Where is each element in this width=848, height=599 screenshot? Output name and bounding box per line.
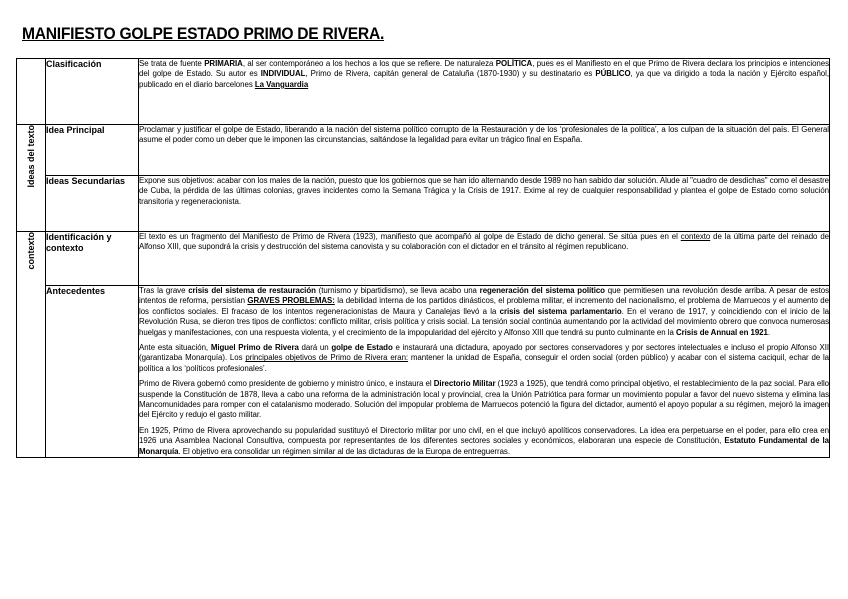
bold-run: regeneración del sistema político xyxy=(479,286,605,295)
row-text-clasificacion xyxy=(139,59,830,125)
row-antecedentes xyxy=(17,286,830,458)
text-run: , ya que va dirigido a toda la nación y Ejército español, publicado en el diario barcelones xyxy=(139,69,829,89)
row-idea-principal xyxy=(17,125,830,176)
bold-run: golpe de Estado xyxy=(331,343,393,353)
paragraph-2 xyxy=(139,343,829,374)
text-run: , al ser contemporáneo a los hechos a los que se refiere. De naturaleza xyxy=(242,59,496,68)
paragraph-3 xyxy=(139,379,829,421)
row-text-ideas-secundarias: Expone sus objetivos: acabar con los males de la nación, puesto que los gobiernos que se han ido alternando desde 1989 no han sabido dar solución. Alude al "cuadro de desdichas" como el desastre de Cuba, la pérdida de las últimas colonias, graves incidentes como la Semana Trágica y la Crisis de 1917. Exime al rey de cualquier responsabilidad y plantea el golpe de Estado como solución transitoria y regeneracionista. xyxy=(139,176,830,232)
row-label-ideas-secundarias: Ideas Secundarias xyxy=(46,176,139,232)
paragraph-4 xyxy=(139,426,829,457)
underlined-run: principales objetivos de Primo de Rivera eran: xyxy=(245,353,409,363)
bold-run: PRIMARIA xyxy=(204,59,243,68)
bold-run: crisis del sistema parlamentario xyxy=(499,306,622,316)
text-run: , Primo de Rivera, capitán general de Cataluña (1870-1930) y su destinatario es xyxy=(305,69,596,79)
text-run: En 1925, Primo de Rivera aprovechando su popularidad sustituyó el Directorio militar por uno civil, en el que incluyó apolíticos conservadores. La idea era perpetuarse en el poder, para ello crea en 1926 una Asamblea Nacional Consultiva, compuesta por representantes de los diferentes sectores sociales y económicos, elaboraran una especie de Constitución, xyxy=(139,425,829,446)
text-run: mantener la unidad de España, conseguir el orden social (orden público) y acabar con el sistema caciquil, echar de la política a los ‘políticos profesionales’. xyxy=(139,353,829,373)
text-run: (1923 a 1925), que tendrá como principal objetivo, el restablecimiento de la paz social. Para ello suspende la Constitución de 1878, lleva a cabo una reforma de la administración local y provincial, crea la Unión Patriótica para formar un movimiento popular a favor del nuevo sistema y elimina las Mancomunidades para romper con el catalanismo moderado. Solución del impopular problema de Marruecos potenció la figura del dictador, aumentó el apoyo popular a su régimen, mejoró la imagen del Ejército y redujo el gasto militar. xyxy=(139,379,829,420)
bold-run: Directorio Militar xyxy=(433,379,496,389)
bold-run: Miguel Primo de Rivera xyxy=(210,343,299,353)
paragraph-1 xyxy=(139,286,829,338)
row-text-identificacion xyxy=(139,232,830,286)
text-run: , pues es el Manifiesto en el que Primo de Rivera declara los principios e intenciones del golpe de Estado. Su autor es xyxy=(139,59,830,79)
section-label-ideas: Ideas del texto xyxy=(26,125,36,188)
row-label-idea-principal: Idea Principal xyxy=(46,125,139,176)
text-run: Se trata de fuente xyxy=(139,59,205,68)
analysis-table xyxy=(16,58,830,458)
row-label-antecedentes: Antecedentes xyxy=(46,286,139,458)
text-run: de la última parte del reinado de Alfonso XIII, que supondrá la crisis y destrucción del sistema canovista y su colaboración con el dictador en el tránsito al régimen republicano. xyxy=(139,232,829,252)
text-run: Ante esta situación, xyxy=(139,343,211,353)
section-label-contexto: contexto xyxy=(26,232,36,270)
text-run: Primo de Rivera gobernó como presidente de gobierno y ministro único, e instaura el xyxy=(139,379,434,389)
text-run: (turnismo y bipartidismo), se lleva acabo una xyxy=(315,286,480,295)
text-run: la debilidad interna de los partidos dinásticos, el problema militar, el incremento del nacionalismo, el problema de Marruecos y el aumento de los conflictos sociales. El fracaso de los intentos regeneracionistas de Maura y Canalejas llevó a la xyxy=(139,296,829,316)
page-title: MANIFIESTO GOLPE ESTADO PRIMO DE RIVERA. xyxy=(22,24,385,43)
bold-run: Crisis de Annual en 1921 xyxy=(675,327,768,337)
row-ideas-secundarias xyxy=(17,176,830,232)
bold-run: Estatuto Fundamental de la Monarquía xyxy=(139,436,830,456)
row-label-identificacion: Identificación y contexto xyxy=(46,232,139,286)
underlined-run: contexto xyxy=(680,232,711,241)
section-contexto xyxy=(17,232,46,458)
row-clasificacion xyxy=(17,59,830,125)
text-run: e instaurará una dictadura, apoyado por sectores conservadores y por sectores intelectuales e incluso el propio Alfonso XII (garantizaba Monarquía). Los xyxy=(139,343,830,363)
section-ideas xyxy=(17,125,46,232)
section-empty-cell xyxy=(17,59,46,125)
row-text-idea-principal: Proclamar y justificar el golpe de Estado, liberando a la nación del sistema político corrupto de la Restauración y de los ‘profesionales de la política’, a los culpan de la situación del país. El General asume el poder como un deber que le imponen las circunstancias, saltándose la legalidad para evitar un trágico final en España. xyxy=(139,125,830,176)
bold-run: POLÍTICA xyxy=(495,59,533,68)
text-run: . En el verano de 1917, y coincidiendo con el inicio de la Revolución Rusa, se dieron tres tipos de conflictos: conflicto militar, crisis política y crisis social. La tensión social continúa aumentando por la actividad del movimiento obrero que convoca numerosas huelgas y manifestaciones, con una respuesta violenta, y el crecimiento de la impopularidad del ejército y Alfonso XIII que tendrá su punto culminante en la xyxy=(139,306,829,337)
text-run: . El objetivo era consolidar un régimen similar al de las dictaduras de la Europa de entreguerras. xyxy=(178,446,510,456)
bold-underlined-run: GRAVES PROBLEMAS: xyxy=(247,296,335,306)
text-run: que permitiesen una revolución desde arriba. A pesar de estos intentos de reforma, persistían xyxy=(139,286,829,306)
row-identificacion xyxy=(17,232,830,286)
text-run: dará un xyxy=(298,343,332,353)
bold-run: crisis del sistema de restauración xyxy=(188,286,316,295)
source-name: La Vanguardia xyxy=(254,79,309,89)
text-run: El texto es un fragmento del Manifiesto de Primo de Rivera (1923), manifiesto que acompañó al golpe de Estado de dicho general. Se sitúa pues en el xyxy=(139,232,681,241)
text-run: . xyxy=(767,327,771,337)
row-text-antecedentes xyxy=(139,286,830,458)
bold-run: INDIVIDUAL xyxy=(260,69,306,79)
text-run: Tras la grave xyxy=(139,286,189,295)
bold-run: PÚBLICO xyxy=(595,69,631,79)
row-label-clasificacion: Clasificación xyxy=(46,59,139,125)
